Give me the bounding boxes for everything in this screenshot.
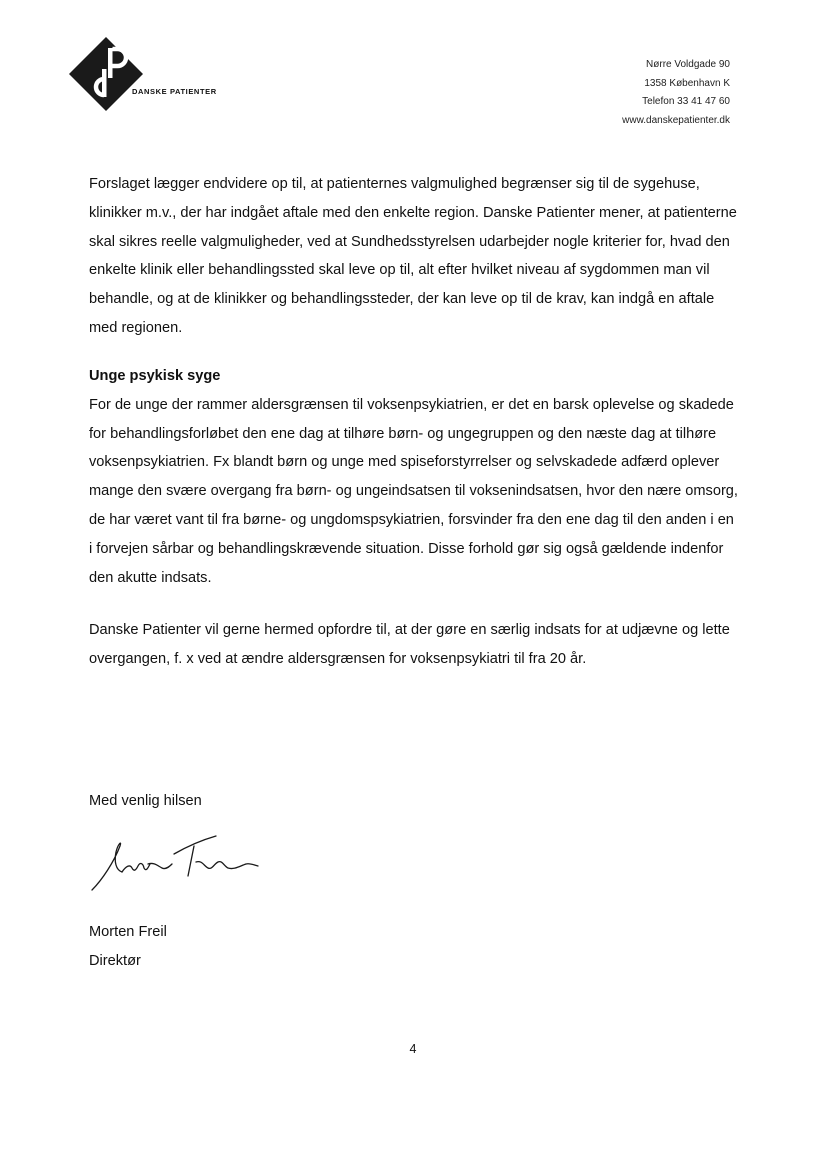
handwritten-signature bbox=[88, 832, 268, 899]
letter-body-top bbox=[89, 170, 739, 343]
signature-icon bbox=[88, 832, 268, 894]
danske-patienter-logo-icon bbox=[68, 36, 218, 114]
closing-greeting: Med venlig hilsen bbox=[89, 793, 202, 809]
signer-title: Direktør bbox=[89, 953, 141, 969]
logo bbox=[68, 36, 218, 114]
address-phone: Telefon 33 41 47 60 bbox=[642, 96, 730, 107]
signer-name: Morten Freil bbox=[89, 924, 167, 940]
sender-address bbox=[622, 56, 730, 130]
section-unge-psykisk-syge bbox=[89, 362, 739, 592]
logo-text: DANSKE PATIENTER bbox=[132, 87, 217, 96]
paragraph-valgmulighed: Forslaget lægger endvidere op til, at patienternes valgmulighed begrænser sig til de sygehuse, klinikker m.v., der har indgået aftale med den enkelte region. Danske Patienter mener, at patienterne skal sikres reelle valgmuligheder, ved at Sundhedsstyrelsen udarbejder nogle kriterier for, hvad den enkelte klinik eller behandlingssted skal leve op til, alt efter hvilket niveau af sygdommen man vil behandle, og at de klinikker og behandlingssteder, der kan leve op til de krav, kan indgå en aftale med regionen. bbox=[89, 176, 737, 336]
address-city: 1358 København K bbox=[644, 77, 730, 89]
paragraph-unge: For de unge der rammer aldersgrænsen til voksenpsykiatrien, er det en barsk oplevelse og skadede for behandlingsforløbet den ene dag at tilhøre børn- og ungegruppen og den næste dag at tilhøre voksenpsykiatrien. Fx blandt børn og unge med spiseforstyrrelser og selvskadede adfærd oplever mange den svære overgang fra børn- og ungeindsatsen til voksenindsatsen, hvor den nære omsorg, de har været vant til fra børne- og ungdomspsykiatrien, forsvinder fra den ene dag til den anden i en i forvejen sårbar og behandlingskrævende situation. Disse forhold gør sig også gældende indenfor den akutte indsats. bbox=[89, 396, 738, 586]
signer-block bbox=[89, 918, 167, 976]
address-street: Nørre Voldgade 90 bbox=[646, 59, 730, 70]
letter-body-bottom bbox=[89, 616, 739, 674]
page-number: 4 bbox=[409, 1042, 417, 1056]
paragraph-opfordring: Danske Patienter vil gerne hermed opfordre til, at der gøre en særlig indsats for at udjævne og lette overgangen, f. x ved at ændre aldersgrænsen for voksenpsykiatri til fra 20 år. bbox=[89, 622, 730, 667]
address-website: www.danskepatienter.dk bbox=[622, 114, 730, 126]
section-heading: Unge psykisk syge bbox=[89, 368, 221, 384]
